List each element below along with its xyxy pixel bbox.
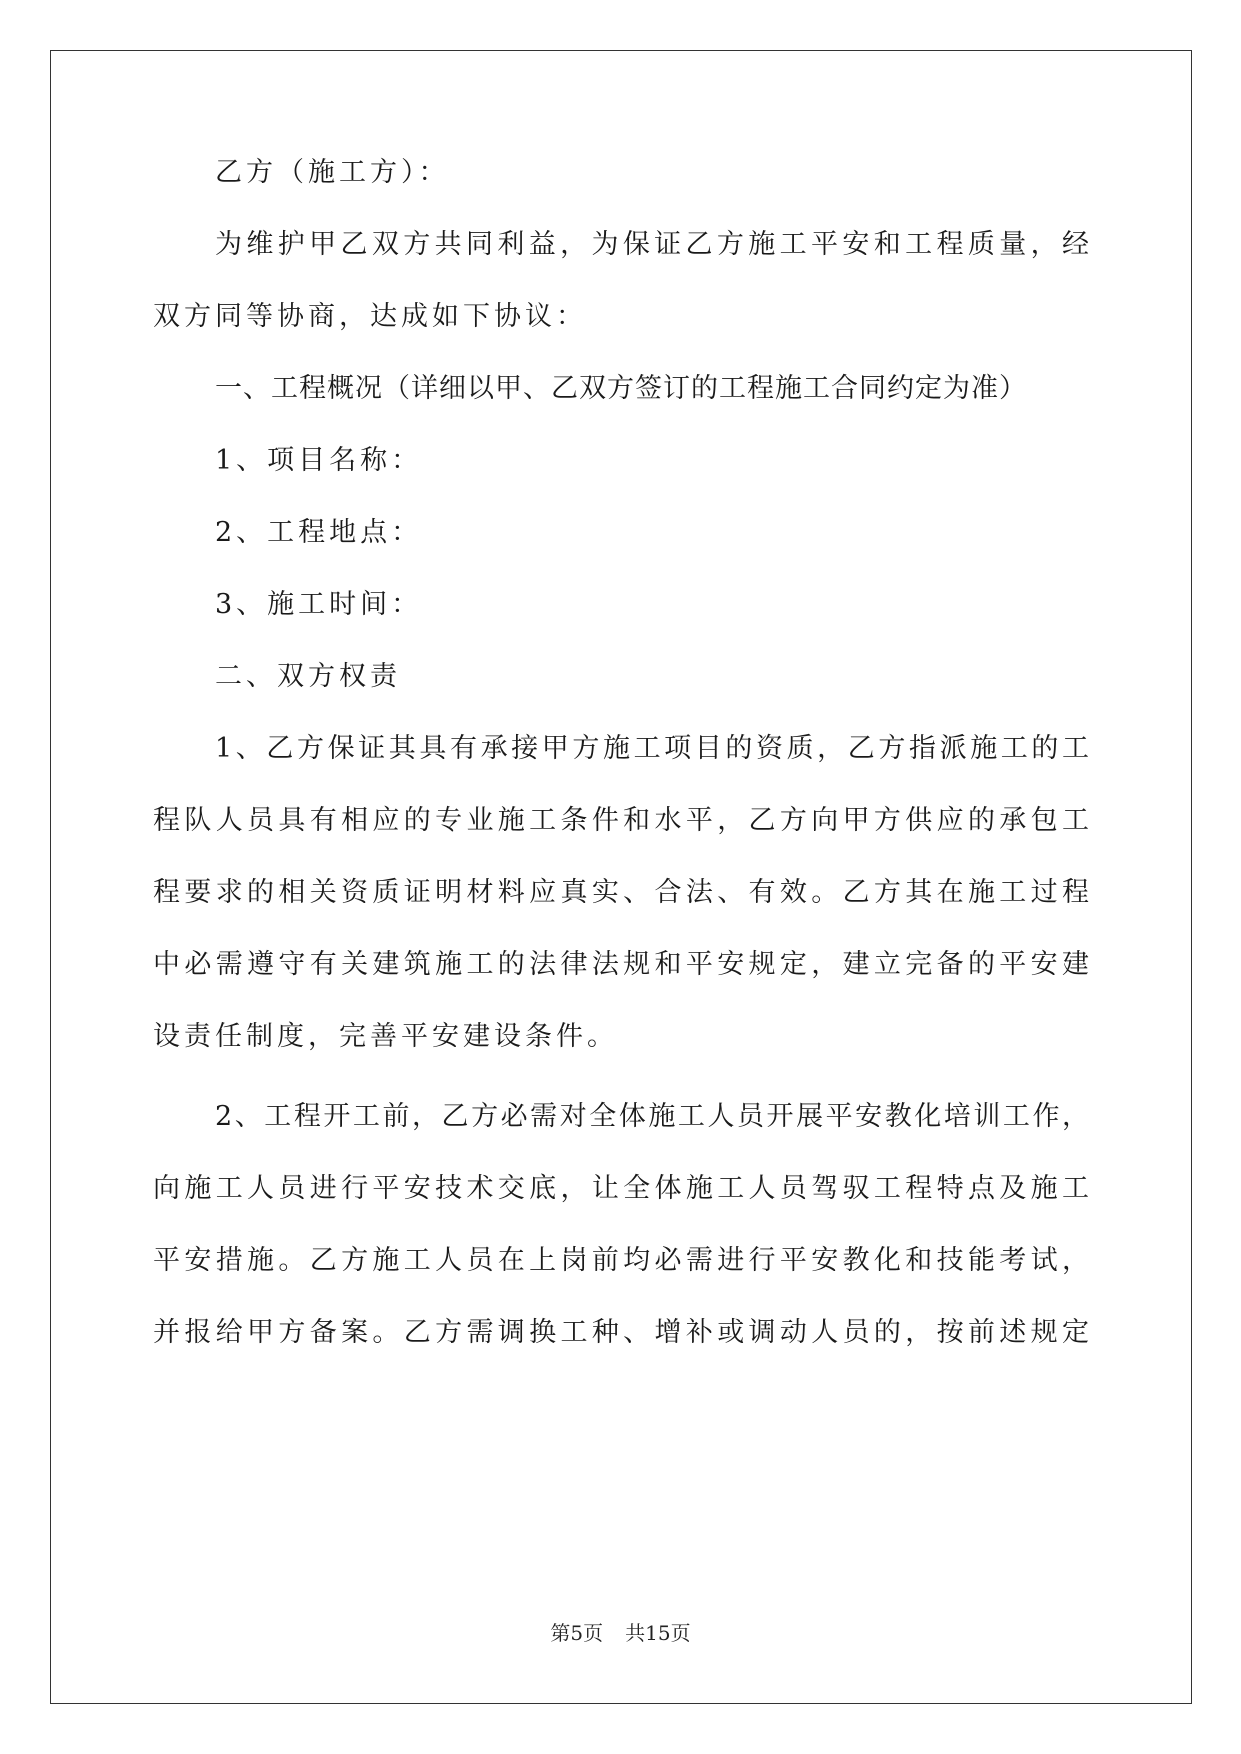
- page-footer: [0, 1620, 1241, 1646]
- party-b-heading: 乙方（施工方）：: [215, 157, 450, 188]
- paragraph-line: 向施工人员进行平安技术交底，让全体施工人员驾驭工程特点及施工: [153, 1173, 1089, 1204]
- paragraph-line: 双方同等协商，达成如下协议：: [153, 301, 587, 332]
- page-number: 第5页: [550, 1621, 604, 1645]
- section-heading-rights-duties: 二、双方权责: [215, 661, 401, 692]
- paragraph-line: 1、乙方保证其具有承接甲方施工项目的资质，乙方指派施工的工: [215, 733, 1089, 764]
- item-construction-time: 3、施工时间：: [215, 589, 423, 620]
- section-heading-project-overview: 一、工程概况（详细以甲、乙双方签订的工程施工合同约定为准）: [215, 373, 1027, 404]
- item-project-name: 1、项目名称：: [215, 445, 423, 476]
- paragraph-line: 中必需遵守有关建筑施工的法律法规和平安规定，建立完备的平安建: [153, 949, 1089, 980]
- paragraph-line: 2、工程开工前，乙方必需对全体施工人员开展平安教化培训工作，: [215, 1101, 1089, 1132]
- item-project-location: 2、工程地点：: [215, 517, 423, 548]
- paragraph-line: 程队人员具有相应的专业施工条件和水平，乙方向甲方供应的承包工: [153, 805, 1089, 836]
- page-total: 共15页: [625, 1621, 691, 1645]
- paragraph-line: 并报给甲方备案。乙方需调换工种、增补或调动人员的，按前述规定: [153, 1317, 1089, 1348]
- paragraph-line: 为维护甲乙双方共同利益，为保证乙方施工平安和工程质量，经: [215, 229, 1089, 260]
- paragraph-line: 设责任制度，完善平安建设条件。: [153, 1021, 618, 1052]
- paragraph-line: 程要求的相关资质证明材料应真实、合法、有效。乙方其在施工过程: [153, 877, 1089, 908]
- paragraph-line: 平安措施。乙方施工人员在上岗前均必需进行平安教化和技能考试，: [153, 1245, 1089, 1276]
